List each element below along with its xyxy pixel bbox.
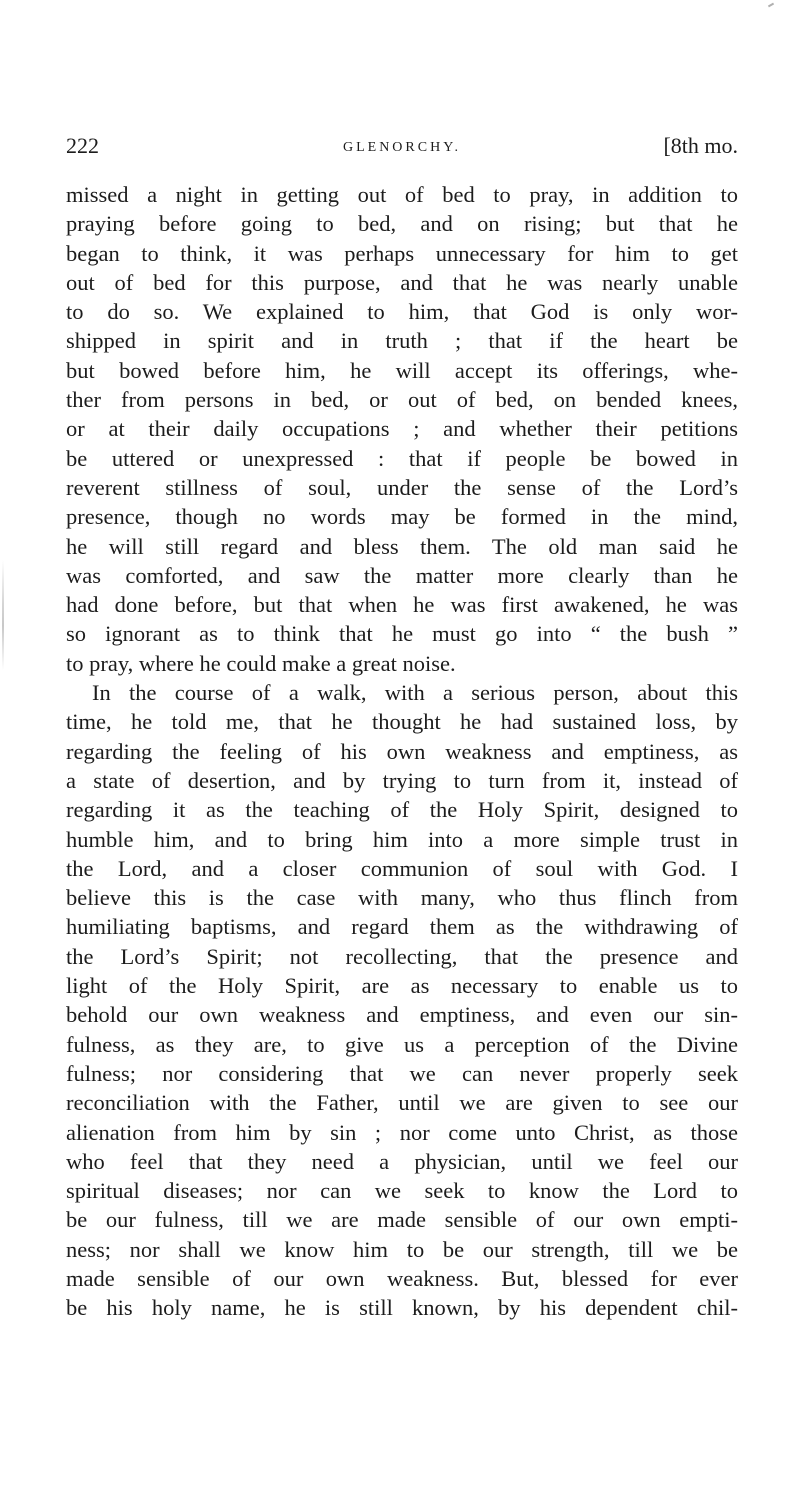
corner-smudge <box>768 3 774 8</box>
text-line: he will still regard and bless them. The old man said he <box>66 533 738 559</box>
text-line: had done before, but that when he was first awakened, he was <box>66 592 738 618</box>
text-line: praying before going to bed, and on rising; but that he <box>66 211 738 237</box>
text-line: to do so. We explained to him, that God is only wor- <box>66 299 738 325</box>
text-line: missed a night in getting out of bed to pray, in addition to <box>66 182 738 207</box>
text-line: time, he told me, that he thought he had sustained loss, by <box>66 709 738 735</box>
text-line: made sensible of our own weakness. But, blessed for ever <box>66 1265 738 1291</box>
text-line: be his holy name, he is still known, by his dependent chil- <box>66 1295 738 1321</box>
text-line: the Lord, and a closer communion of soul with God. I <box>66 855 738 881</box>
text-line: so ignorant as to think that he must go into “ the bush ” <box>66 621 738 647</box>
text-line: shipped in spirit and in truth ; that if the heart be <box>66 328 738 354</box>
text-line: out of bed for this purpose, and that he was nearly unable <box>66 269 738 295</box>
text-line: ness; nor shall we know him to be our strength, till we be <box>66 1236 738 1262</box>
text-line: In the course of a walk, with a serious person, about this <box>92 680 738 706</box>
text-line: alienation from him by sin ; nor come unto Christ, as those <box>66 1119 738 1145</box>
text-line: a state of desertion, and by trying to turn from it, instead of <box>66 767 738 793</box>
text-line: humble him, and to bring him into a more simple trust in <box>66 826 738 852</box>
text-line: ther from persons in bed, or out of bed, on bended knees, <box>66 387 738 413</box>
text-line: believe this is the case with many, who thus flinch from <box>66 885 738 911</box>
text-line: be our fulness, till we are made sensible of our own empti- <box>66 1207 738 1233</box>
text-line: regarding the feeling of his own weakness and emptiness, as <box>66 738 738 764</box>
running-title: GLENORCHY. <box>342 140 462 155</box>
text-line: presence, though no words may be formed in the mind, <box>66 504 738 530</box>
text-line: fulness, as they are, to give us a perception of the Divine <box>66 1031 738 1057</box>
text-line: spiritual diseases; nor can we seek to know the Lord to <box>66 1178 738 1204</box>
paragraph-1 <box>66 180 738 678</box>
text-line: who feel that they need a physician, until we feel our <box>66 1148 738 1174</box>
text-line: was comforted, and saw the matter more clearly than he <box>66 562 738 588</box>
text-line: began to think, it was perhaps unnecessary for him to get <box>66 240 738 266</box>
body-text <box>66 180 738 1323</box>
page-number: 222 <box>66 133 99 158</box>
paragraph-2 <box>66 678 738 1323</box>
text-line: regarding it as the teaching of the Holy Spirit, designed to <box>66 797 738 823</box>
text-line: but bowed before him, he will accept its offerings, whe- <box>66 357 738 383</box>
text-line: humiliating baptisms, and regard them as the withdrawing of <box>66 914 738 940</box>
text-line: be uttered or unexpressed : that if people be bowed in <box>66 445 738 471</box>
text-line: or at their daily occupations ; and whether their petitions <box>66 416 738 442</box>
section-marker: [8th mo. <box>663 133 738 158</box>
text-line: the Lord’s Spirit; not recollecting, that the presence and <box>66 943 738 969</box>
text-line: reconciliation with the Father, until we are given to see our <box>66 1090 738 1116</box>
page-header <box>66 130 738 162</box>
margin-smudge <box>2 560 4 670</box>
text-line: to pray, where he could make a great noise. <box>66 650 456 676</box>
text-line: reverent stillness of soul, under the sense of the Lord’s <box>66 474 738 500</box>
text-line: fulness; nor considering that we can never properly seek <box>66 1060 738 1086</box>
text-line: light of the Holy Spirit, are as necessary to enable us to <box>66 973 738 999</box>
text-line: behold our own weakness and emptiness, and even our sin- <box>66 1002 738 1028</box>
